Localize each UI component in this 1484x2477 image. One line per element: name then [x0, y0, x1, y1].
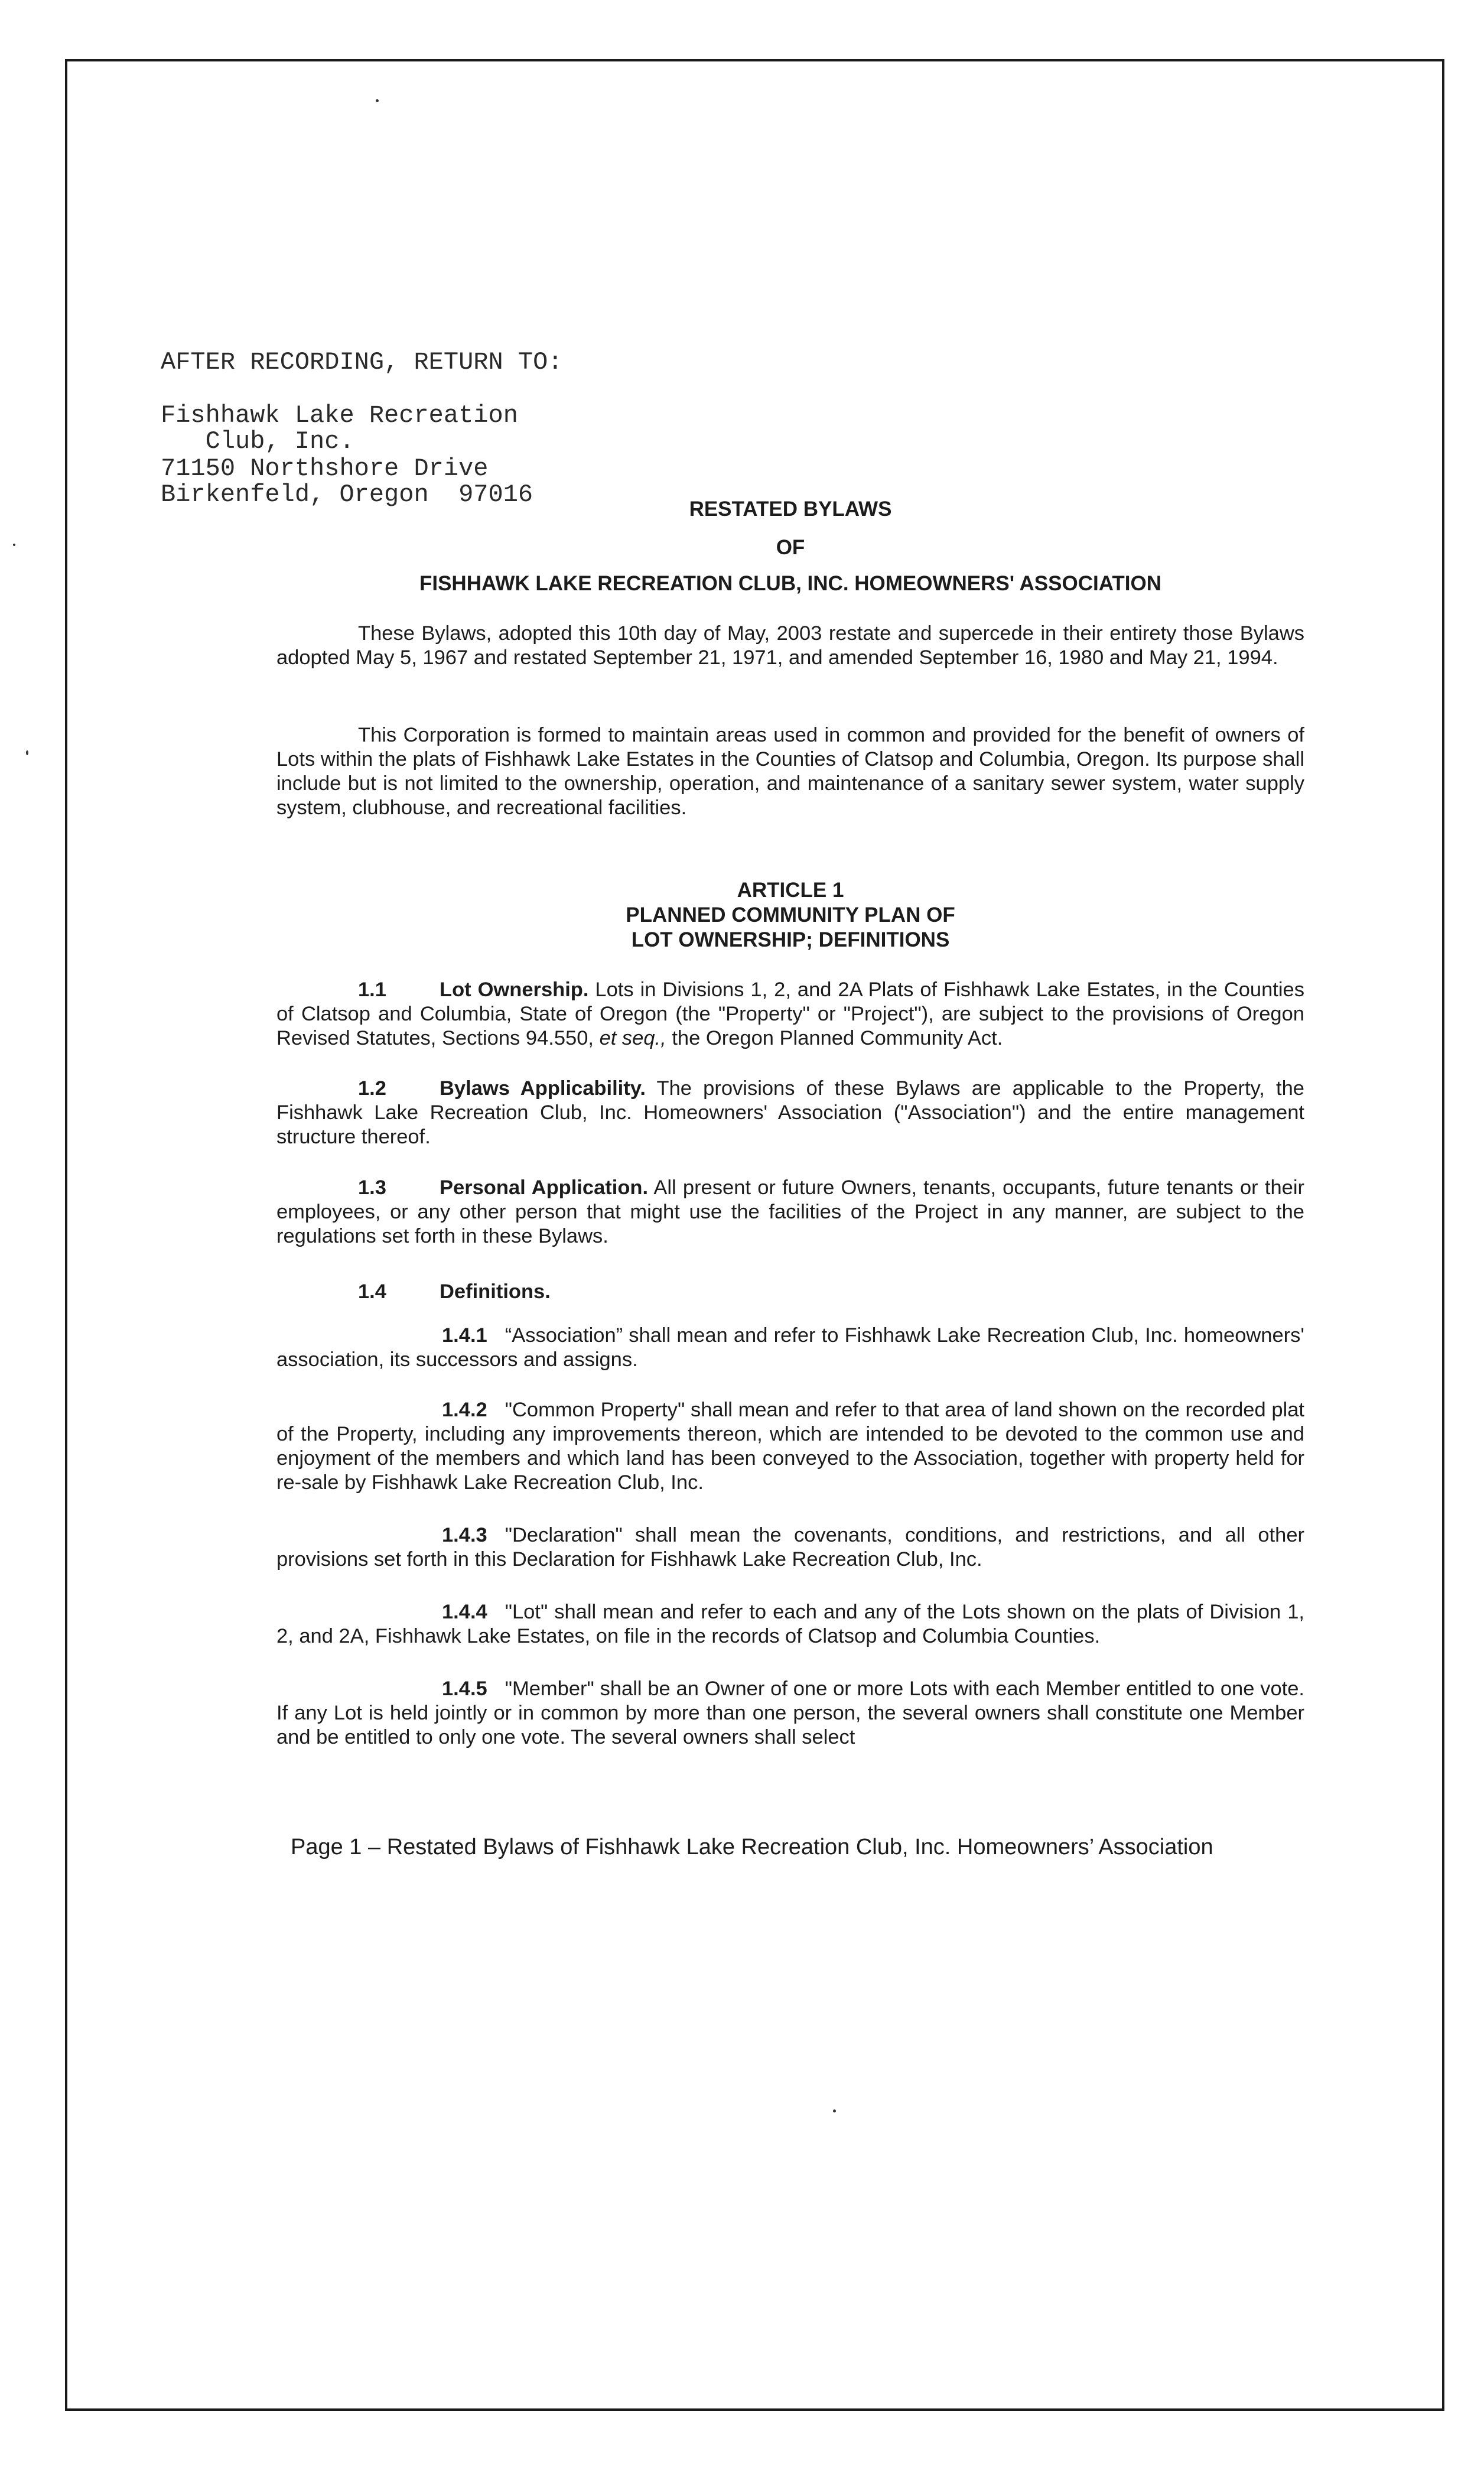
definition-text: “Association” shall mean and refer to Fishhawk Lake Recreation Club, Inc. homeowners' association, its successors and assigns.: [276, 1324, 1304, 1371]
section-1-2: [276, 1077, 1304, 1149]
definition-text: "Declaration" shall mean the covenants, conditions, and restrictions, and all other provisions set forth in this Declaration for Fishhawk Lake Recreation Club, Inc.: [276, 1524, 1304, 1571]
definition-number: 1.4.1: [442, 1324, 487, 1347]
article-heading-line2: PLANNED COMMUNITY PLAN OF: [626, 903, 955, 927]
intro-paragraph-2: This Corporation is formed to maintain areas used in common and provided for the benefit of owners of Lots within the plats of Fishhawk Lake Estates in the Counties of Clatsop and Columbia, Oregon. Its purpose shall include but is not limited to the ownership, operation, and maintenance of a sanitary sewer system, water supply system, clubhouse, and recreational facilities.: [276, 724, 1304, 819]
return-name-line2: Club, Inc.: [161, 427, 354, 456]
definition-1-4-1: [276, 1324, 1304, 1372]
section-1-1: [276, 978, 1304, 1051]
section-number: 1.3: [358, 1176, 386, 1199]
scan-speck: [833, 2109, 836, 2112]
scan-speck: [26, 750, 28, 755]
section-title: Definitions.: [440, 1280, 551, 1303]
section-text: The provisions of these Bylaws are applicable to the Property, the Fishhawk Lake Recreation Club, Inc. Homeowners' Association ("Association") and the entire management structure thereof.: [276, 1077, 1304, 1148]
definition-number: 1.4.5: [442, 1678, 487, 1700]
definition-text: "Common Property" shall mean and refer to that area of land shown on the recorded plat of the Property, including any improvements thereon, which are intended to be devoted to the common use and enjoyment of the members and which land has been conveyed to the Association, together with property held for re-sale by Fishhawk Lake Recreation Club, Inc.: [276, 1399, 1304, 1494]
definition-number: 1.4.2: [442, 1399, 487, 1421]
section-1-3: [276, 1176, 1304, 1249]
section-1-4: [358, 1280, 551, 1304]
doc-title-line1: RESTATED BYLAWS: [689, 498, 892, 521]
return-to-label: AFTER RECORDING, RETURN TO:: [161, 348, 563, 376]
scan-speck: [376, 99, 379, 102]
definition-number: 1.4.3: [442, 1524, 487, 1546]
return-city: Birkenfeld, Oregon 97016: [161, 480, 533, 509]
definition-1-4-3: [276, 1523, 1304, 1572]
definition-text: "Lot" shall mean and refer to each and any of the Lots shown on the plats of Division 1, 2, and 2A, Fishhawk Lake Estates, on file in the records of Clatsop and Columbia Counties.: [276, 1601, 1304, 1647]
section-number: 1.1: [358, 979, 386, 1001]
section-text-italic: et seq.,: [599, 1027, 666, 1049]
intro-paragraph-1: These Bylaws, adopted this 10th day of May, 2003 restate and supercede in their entirety those Bylaws adopted May 5, 1967 and restated September 21, 1971, and amended September 16, 1980 and May 21, 1994.: [276, 622, 1304, 669]
page-footer: Page 1 – Restated Bylaws of Fishhawk Lake Recreation Club, Inc. Homeowners’ Association: [291, 1835, 1213, 1860]
section-number: 1.4: [358, 1280, 386, 1303]
section-title: Lot Ownership.: [440, 979, 589, 1001]
definition-text: "Member" shall be an Owner of one or more Lots with each Member entitled to one vote. If any Lot is held jointly or in common by more than one person, the several owners shall constitute one Member and be entitled to only one vote. The several owners shall select: [276, 1678, 1304, 1748]
doc-title-line3: FISHHAWK LAKE RECREATION CLUB, INC. HOMEOWNERS' ASSOCIATION: [419, 572, 1161, 595]
scan-speck: [13, 544, 15, 546]
definition-number: 1.4.4: [442, 1601, 487, 1623]
article-heading-line1: ARTICLE 1: [737, 879, 844, 902]
doc-title-line2: OF: [776, 536, 805, 559]
article-heading-line3: LOT OWNERSHIP; DEFINITIONS: [631, 928, 950, 951]
return-name-line1: Fishhawk Lake Recreation: [161, 401, 518, 430]
section-title: Personal Application.: [440, 1176, 649, 1199]
definition-1-4-2: [276, 1398, 1304, 1495]
definition-1-4-5: [276, 1677, 1304, 1750]
section-text-end: the Oregon Planned Community Act.: [666, 1027, 1003, 1049]
definition-1-4-4: [276, 1600, 1304, 1649]
section-text: Lots in Divisions 1, 2, and 2A Plats of Fishhawk Lake Estates, in the Counties of Clatsop and Columbia, State of Oregon (the "Property" or "Project"), are subject to the provisions of Oregon Revised Statutes, Sections 94.550,: [276, 979, 1304, 1049]
return-street: 71150 Northshore Drive: [161, 454, 489, 483]
section-number: 1.2: [358, 1077, 386, 1100]
section-text: All present or future Owners, tenants, occupants, future tenants or their employees, or any other person that might use the facilities of the Project in any manner, are subject to the regulations set forth in these Bylaws.: [276, 1176, 1304, 1247]
section-title: Bylaws Applicability.: [440, 1077, 646, 1100]
